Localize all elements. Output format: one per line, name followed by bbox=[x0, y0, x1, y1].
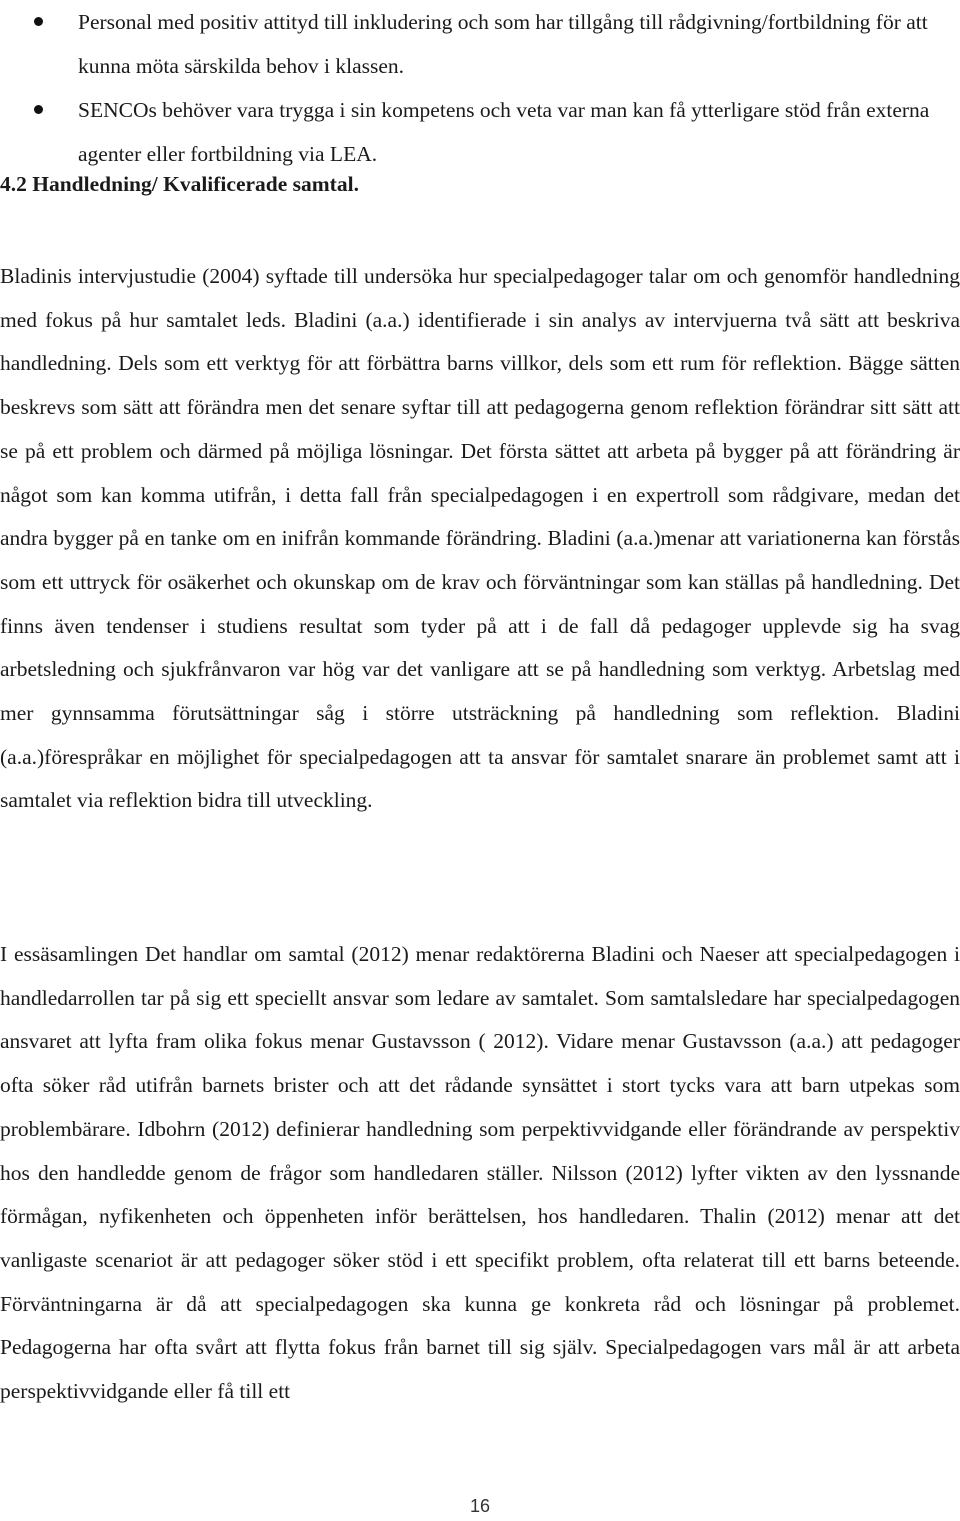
bullet-icon bbox=[34, 105, 43, 114]
body-paragraph: Bladinis intervjustudie (2004) syftade till undersöka hur specialpedagoger talar om och genomför handledning med fokus på hur samtalet leds. Bladini (a.a.) identifierade i sin analys av intervjuerna två sätt att beskriva handledning. Dels som ett verktyg för att förbättra barns villkor, dels som ett rum för reflektion. Bägge sätten beskrevs som sätt att förändra men det senare syftar till att pedagogerna genom reflektion förändrar sitt sätt att se på ett problem och därmed på möjliga lösningar. Det första sättet att arbeta på bygger på att förändring är något som kan komma utifrån, i detta fall från specialpedagogen i en expertroll som rådgivare, medan det andra bygger på en tanke om en inifrån kommande förändring. Bladini (a.a.)menar att variationerna kan förstås som ett uttryck för osäkerhet och okunskap om de krav och förväntningar som kan ställas på handledning. Det finns även tendenser i studiens resultat som tyder på att i de fall då pedagoger upplevde sig ha svag arbetsledning och sjukfrånvaron var hög var det vanligare att se på handledning som verktyg. Arbetslag med mer gynnsamma förutsättningar såg i större utsträckning på handledning som reflektion. Bladini (a.a.)förespråkar en möjlighet för specialpedagogen att ta ansvar för samtalet snarare än problemet samt att i samtalet via reflektion bidra till utveckling. bbox=[0, 264, 960, 813]
bullet-icon bbox=[34, 17, 43, 26]
body-paragraph: I essäsamlingen Det handlar om samtal (2012) menar redaktörerna Bladini och Naeser att specialpedagogen i handledarrollen tar på sig ett speciellt ansvar som ledare av samtalet. Som samtalsledare har specialpedagogen ansvaret att lyfta fram olika fokus menar Gustavsson ( 2012). Vidare menar Gustavsson (a.a.) att pedagoger ofta söker råd utifrån barnets brister och att det rådande synsättet i stort tycks vara att barn utpekas som problembärare. Idbohrn (2012) definierar handledning som perpektivvidgande eller förändrande av perspektiv hos den handledde genom de frågor som handledaren ställer. Nilsson (2012) lyfter vikten av den lyssnande förmågan, nyfikenheten och öppenheten inför berättelsen, hos handledaren. Thalin (2012) menar att det vanligaste scenariot är att pedagoger söker stöd i ett specifikt problem, ofta relaterat till ett barns beteende. Förväntningarna är då att specialpedagogen ska kunna ge konkreta råd och lösningar på problemet. Pedagogerna har ofta svårt att flytta fokus från barnet till sig själv. Specialpedagogen vars mål är att arbeta perspektivvidgande eller få till ett bbox=[0, 942, 960, 1404]
bullet-text: SENCOs behöver vara trygga i sin kompetens och veta var man kan få ytterligare stöd från externa agenter eller fortbildning via LEA. bbox=[78, 98, 930, 166]
bullet-item bbox=[0, 0, 940, 88]
bullet-item bbox=[0, 88, 940, 176]
bullet-text: Personal med positiv attityd till inkludering och som har tillgång till rådgivning/fortbildning för att kunna möta särskilda behov i klassen. bbox=[78, 10, 928, 78]
bullet-list bbox=[0, 0, 960, 176]
section-heading: 4.2 Handledning/ Kvalificerade samtal. bbox=[0, 172, 359, 196]
page-number: 16 bbox=[469, 1496, 491, 1516]
